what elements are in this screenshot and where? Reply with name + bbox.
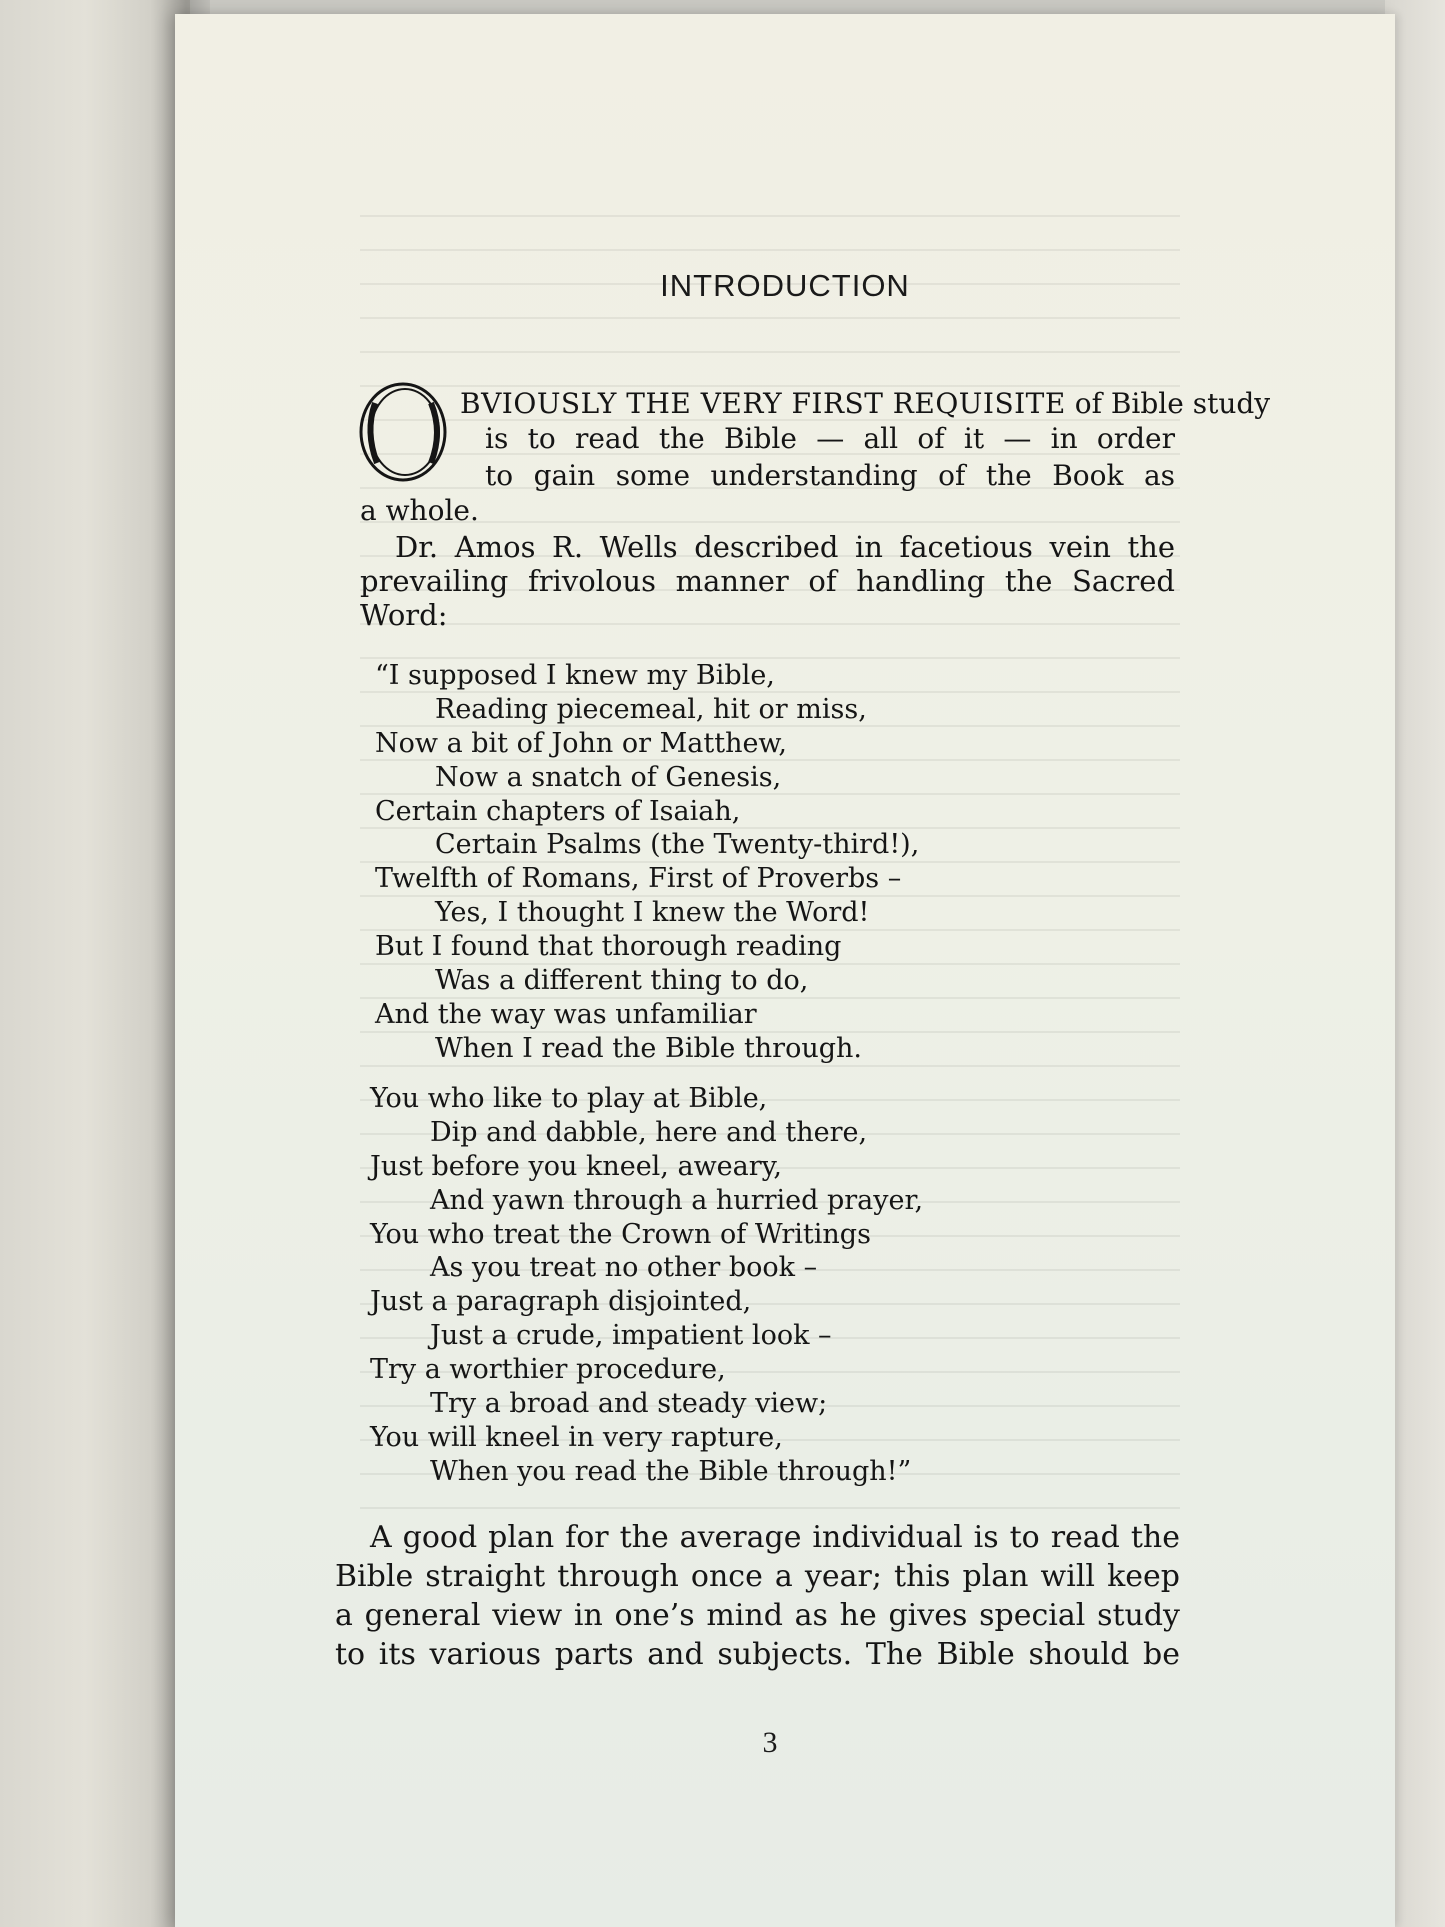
paragraph-line: Dr. Amos R. Wells described in facetious vein the bbox=[395, 530, 1175, 564]
opening-line-2: is to read the Bible — all of it — in order bbox=[485, 422, 1175, 455]
paragraph-2 bbox=[360, 530, 1175, 632]
poem-line: Twelfth of Romans, First of Proverbs – bbox=[375, 863, 902, 895]
poem-line: Dip and dabble, here and there, bbox=[430, 1116, 868, 1148]
poem-line: As you treat no other book – bbox=[430, 1252, 818, 1284]
paragraph-line: Bible straight through once a year; this plan will keep bbox=[335, 1559, 1180, 1594]
poem-line: Just before you kneel, aweary, bbox=[370, 1150, 782, 1182]
poem-line: Now a snatch of Genesis, bbox=[435, 761, 782, 793]
opening-line-1 bbox=[460, 387, 1271, 420]
poem-line: When I read the Bible through. bbox=[435, 1032, 862, 1064]
poem-line: When you read the Bible through!” bbox=[430, 1455, 912, 1487]
poem-line: “I supposed I knew my Bible, bbox=[375, 660, 775, 691]
drop-cap-o bbox=[355, 378, 455, 484]
poem-stanza-2 bbox=[370, 1083, 1010, 1490]
poem-line: You who like to play at Bible, bbox=[370, 1083, 768, 1114]
poem-line: Certain Psalms (the Twenty-third!), bbox=[435, 829, 920, 861]
opening-line-3: to gain some understanding of the Book as bbox=[485, 459, 1175, 492]
poem-line: You will kneel in very rapture, bbox=[370, 1421, 783, 1453]
poem-line: Now a bit of John or Matthew, bbox=[375, 727, 787, 759]
poem-line: Try a broad and steady view; bbox=[430, 1388, 828, 1420]
poem-line: And the way was unfamiliar bbox=[375, 998, 757, 1030]
poem-line: Certain chapters of Isaiah, bbox=[375, 795, 741, 827]
closing-paragraph bbox=[335, 1520, 1180, 1676]
paragraph-line: prevailing frivolous manner of handling the Sacred bbox=[360, 564, 1175, 598]
poem-line: You who treat the Crown of Writings bbox=[370, 1218, 871, 1250]
poem-line: Yes, I thought I knew the Word! bbox=[435, 897, 870, 929]
paragraph-line: Word: bbox=[360, 598, 448, 632]
opening-line-4: a whole. bbox=[360, 494, 479, 527]
poem-line: Just a crude, impatient look – bbox=[430, 1320, 832, 1352]
page-number: 3 bbox=[762, 1726, 778, 1759]
poem-line: Just a paragraph disjointed, bbox=[370, 1286, 752, 1318]
opening-line-1-rest: of Bible study bbox=[1074, 387, 1271, 420]
paragraph-line: to its various parts and subjects. The Bible should be bbox=[335, 1637, 1180, 1672]
poem-stanza-1 bbox=[375, 660, 1015, 1067]
page-title: INTRODUCTION bbox=[660, 268, 910, 303]
poem-line: But I found that thorough reading bbox=[375, 931, 842, 963]
poem-line: Was a different thing to do, bbox=[435, 965, 809, 997]
opening-smallcaps: BVIOUSLY THE VERY FIRST REQUISITE bbox=[460, 387, 1066, 420]
paragraph-line: A good plan for the average individual is to read the bbox=[370, 1520, 1180, 1555]
poem-line: Try a worthier procedure, bbox=[370, 1354, 726, 1386]
poem-line: And yawn through a hurried prayer, bbox=[430, 1184, 924, 1216]
poem-line: Reading piecemeal, hit or miss, bbox=[435, 693, 867, 725]
paragraph-line: a general view in one’s mind as he gives special study bbox=[335, 1598, 1180, 1633]
